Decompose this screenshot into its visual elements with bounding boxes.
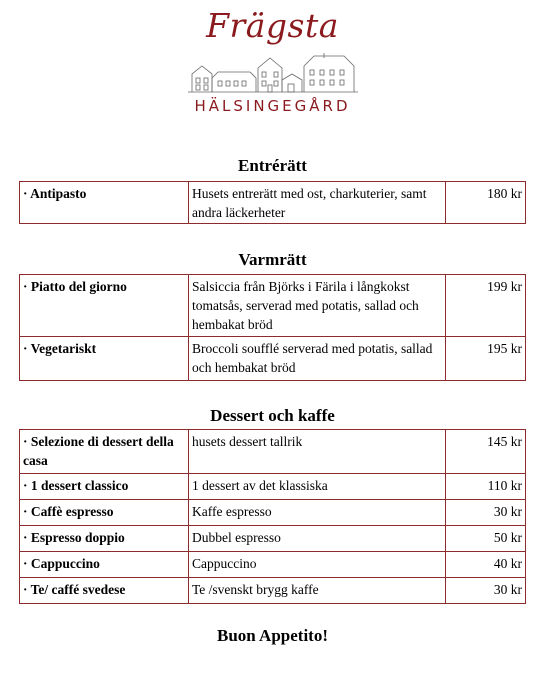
dish-description: Te /svenskt brygg kaffe — [189, 578, 446, 604]
dish-name: · Caffè espresso — [20, 500, 189, 526]
dish-price: 199 kr — [446, 275, 526, 337]
dish-description: 1 dessert av det klassiska — [189, 474, 446, 500]
dish-price: 110 kr — [446, 474, 526, 500]
dish-name: · Piatto del giorno — [20, 275, 189, 337]
closing-greeting: Buon Appetito! — [217, 626, 328, 645]
dish-name: · Cappuccino — [20, 552, 189, 578]
dish-name: · Te/ caffé svedese — [20, 578, 189, 604]
menu-row — [20, 337, 526, 381]
section-title-dessert-coffee: Dessert och kaffe — [210, 406, 335, 425]
dish-price: 195 kr — [446, 337, 526, 381]
menu-row — [20, 552, 526, 578]
dish-description: Broccoli soufflé serverad med potatis, sallad och hembakat bröd — [189, 337, 446, 381]
logo-header — [0, 0, 545, 125]
menu-row — [20, 430, 526, 474]
dish-description: Kaffe espresso — [189, 500, 446, 526]
farmhouse-illustration-icon — [188, 52, 358, 94]
dish-name: · Vegetariskt — [20, 337, 189, 381]
dish-price: 30 kr — [446, 578, 526, 604]
dish-description: Cappuccino — [189, 552, 446, 578]
menu-row — [20, 474, 526, 500]
dish-description: Dubbel espresso — [189, 526, 446, 552]
dish-price: 145 kr — [446, 430, 526, 474]
dish-price: 40 kr — [446, 552, 526, 578]
dish-name: · Antipasto — [20, 182, 189, 224]
logo-subtitle: HÄLSINGEGÅRD — [194, 97, 351, 115]
menu-row — [20, 578, 526, 604]
dish-description: husets dessert tallrik — [189, 430, 446, 474]
starter-menu-table — [19, 181, 526, 224]
logo-brand-name: Frägsta — [206, 6, 339, 45]
dish-name: · Selezione di dessert della casa — [20, 430, 189, 474]
menu-row — [20, 182, 526, 224]
section-title-main-course: Varmrätt — [238, 250, 307, 269]
dish-price: 180 kr — [446, 182, 526, 224]
dessert-coffee-menu-table — [19, 429, 526, 604]
main-course-menu-table — [19, 274, 526, 381]
dish-description: Husets entrerätt med ost, charkuterier, samt andra läckerheter — [189, 182, 446, 224]
dish-price: 50 kr — [446, 526, 526, 552]
section-title-starter: Entrérätt — [238, 156, 307, 175]
menu-row — [20, 500, 526, 526]
dish-name: · Espresso doppio — [20, 526, 189, 552]
dish-price: 30 kr — [446, 500, 526, 526]
dish-name: · 1 dessert classico — [20, 474, 189, 500]
menu-row — [20, 275, 526, 337]
dish-description: Salsiccia från Björks i Färila i långkokst tomatsås, serverad med potatis, sallad och hembakat bröd — [189, 275, 446, 337]
menu-row — [20, 526, 526, 552]
